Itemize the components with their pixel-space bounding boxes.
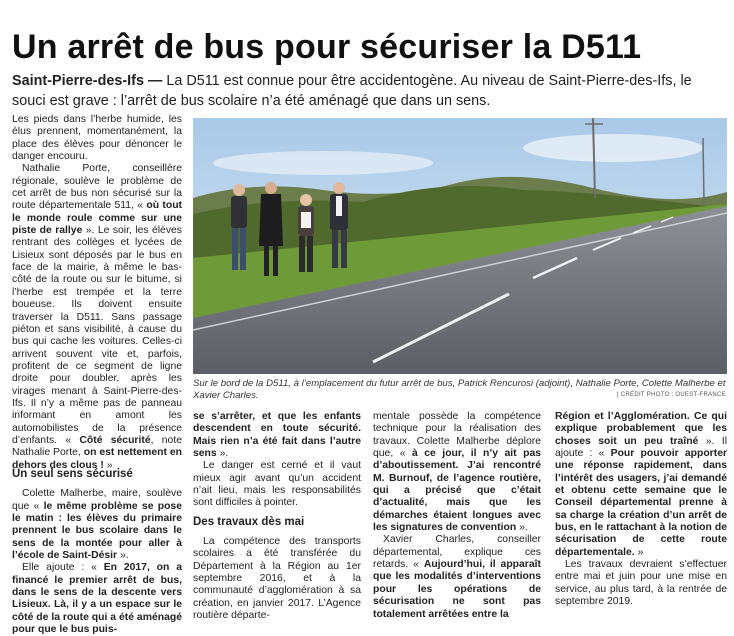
text-run: Xavier Charles, conseiller départemental, explique ces retards. « [373, 534, 541, 571]
quote: En 2017, on a financé le premier arrêt de bus, dans le sens de la descente vers Lisieux. Là, il y a un espace sur le côté de la route qui a été aménagé pour que le bus puis- [12, 562, 182, 636]
paragraph [373, 534, 541, 620]
paragraph [555, 411, 727, 559]
article-photo [193, 118, 727, 374]
text-run: Elle ajoute : « [22, 562, 97, 574]
lead-text: La D511 est connue pour être accidentogène. Au niveau de Saint-Pierre-des-Ifs, le souci est grave : l’arrêt de bus scolaire n’a été aménagé que dans un sens. [12, 73, 692, 109]
lead-place: Saint-Pierre-des-Ifs — [12, 73, 163, 89]
text-run: ». Le soir, les élèves rentrant des collèges et lycées de Lisieux sont déposés par le bus en face de la mairie, à même le bas-côté de la route ou sur le bitume, si l’herbe est trempée et la terre boueuse. Ils doivent ensuite traverser la D511. Sans passage piéton et sans visibilité, à cause du bus qui cache les voitures. Celles-ci arrivent souvent vite et, parfois, profitent de ce segment de ligne droite pour doubler, après les virages menant à Saint-Pierre-des-Ifs. Il n’y a même pas de panneau informant en amont les automobilistes de la présence d’enfants. « [12, 225, 183, 446]
text-run: ». [516, 522, 528, 534]
quote: Aujourd’hui, il apparaît que les modalités d’interventions pour les opérations de sécurisation ne sont pas totalement arrêtées entre la [373, 559, 541, 620]
subheading: Des travaux dès mai [193, 515, 305, 528]
quote: où tout le monde roule comme sur une piste de rallye [12, 200, 182, 237]
paragraph [193, 411, 361, 460]
text-run: » [103, 459, 113, 471]
photo-credit: | CRÉDIT PHOTO : OUEST-FRANCE [616, 392, 726, 398]
paragraph [12, 488, 182, 562]
subheading: Un seul sens sécurisé [12, 468, 133, 480]
paragraph: Le danger est cerné et il vaut mieux agir avant qu’un accident n’ait lieu, mais les responsabilités sont difficiles à pointer. [193, 460, 361, 509]
quote: Région et l’Agglomération. Ce qui explique probablement que les choses soit un peu traîné [555, 411, 727, 447]
photo-caption: Sur le bord de la D511, à l’emplacement du futur arrêt de bus, Patrick Rencurosi (adjoint), Nathalie Porte, Colette Malherbe et Xavier Charles. [193, 378, 726, 401]
paragraph [12, 163, 182, 472]
paragraph: Les travaux devraient s’effectuer entre mai et juin pour une mise en service, au plus tard, à la rentrée de septembre 2019. [555, 559, 727, 608]
quote: Pour pouvoir apporter une réponse rapidement, dans l’intérêt des usagers, j’ai demandé et obtenu cette semaine que le Conseil départemental prenne à sa charge la création d’un arrêt de bus, en le rattachant à la notion de sécurisation de cette route départementale. [555, 448, 728, 558]
text-run: ». Il ajoute : « [555, 435, 727, 460]
headline: Un arrêt de bus pour sécuriser la D511 [12, 28, 642, 66]
quote: se s’arrêter, et que les enfants descendent en toute sécurité. Mais rien n’a été fait dans l’autre sens [193, 411, 361, 460]
lead-paragraph [12, 71, 712, 111]
text-run: mentale possède la compétence technique pour la réalisation des travaux. Colette Malherbe déplore que, « [373, 411, 541, 460]
text-run: » [634, 546, 644, 558]
text-run: ». [117, 550, 129, 562]
article-column-3 [373, 411, 541, 621]
paragraph: Les pieds dans l’herbe humide, les élus prennent, momentanément, la place des élèves pour dénoncer le danger encouru. [12, 114, 182, 163]
road-scene-image [193, 118, 727, 374]
article-column-2 [193, 411, 361, 623]
article-column-4 [555, 411, 727, 609]
paragraph [373, 411, 541, 534]
quote: à ce jour, il n’y ait pas d’aboutissement. J’ai rencontré M. Burnouf, de l’agence routière, qui a précisé que c’était d’actualité, mais que les démarches étaient longues avec les signatures de convention [373, 448, 542, 534]
paragraph: La compétence des transports scolaires a été transférée du Département à la Région au 1er septembre 2016, et à la communauté d’agglomération à sa création, en janvier 2017. L’Agence routière départe- [193, 536, 361, 622]
text-run: Nathalie Porte, conseillère régionale, soulève le problème de cet arrêt de bus non sécurisé sur la route départementale 511, « [12, 163, 182, 212]
text-run: , note Nathalie Porte, [12, 434, 182, 459]
quote: le même problème se pose le matin : les élèves du primaire prennent le bus scolaire dans le sens de la montée pour aller à l’école de Saint-Désir [12, 500, 182, 562]
quote: on est nettement en dehors des clous ! [12, 447, 182, 471]
text-run: Colette Malherbe, maire, soulève que « [12, 488, 182, 512]
paragraph [12, 562, 182, 636]
article-column-1 [12, 114, 182, 472]
text-run: ». [216, 448, 229, 460]
quote: Côté sécurité [79, 434, 151, 446]
